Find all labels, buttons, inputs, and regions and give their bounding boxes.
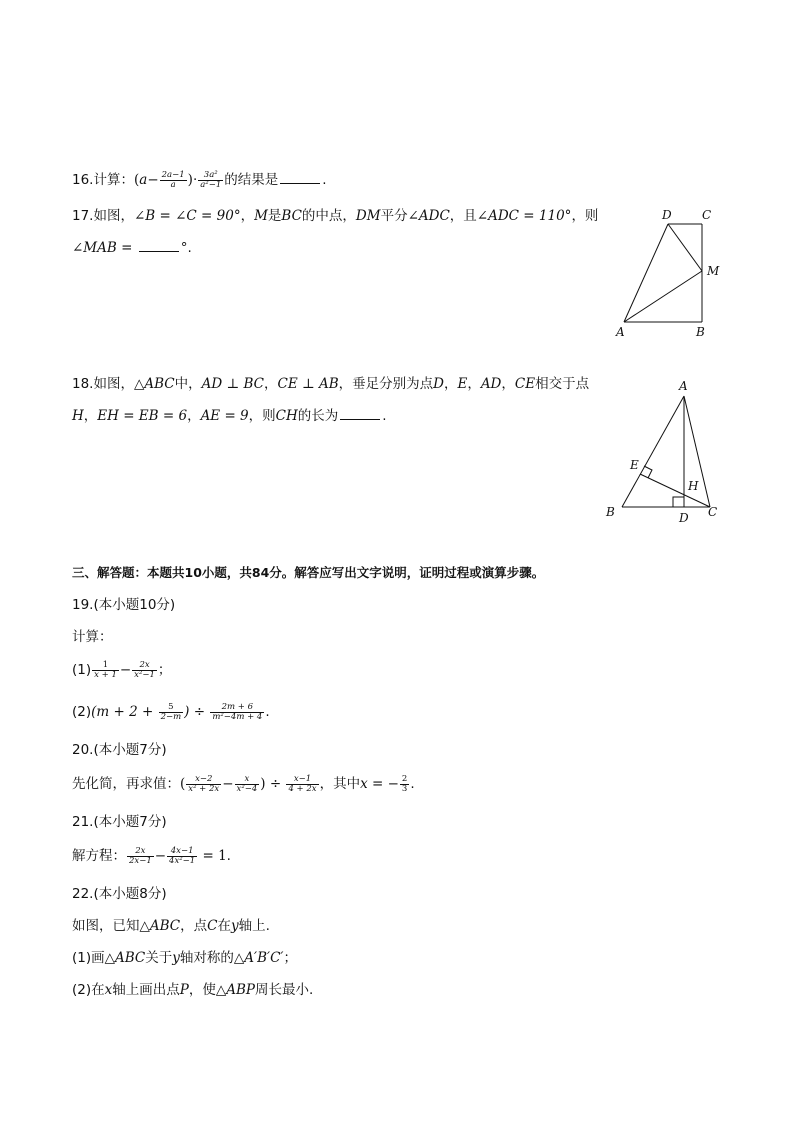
question-18-line-2: H，EH = EB = 6，AE = 9，则CH的长为 .	[72, 408, 387, 424]
question-20-header: 20.(本小题7分)	[72, 742, 167, 758]
fig18-label-H: H	[688, 479, 699, 493]
question-17-line-2: ∠MAB = °.	[72, 240, 192, 256]
fig18-label-C: C	[708, 505, 718, 519]
q16-fraction-1: $\frac{2a-1}{a}$	[161, 169, 185, 190]
fig17-label-D: D	[662, 208, 672, 222]
question-20-body: 先化简，再求值：( $\frac{x-2}{\text{x² + 2x}}$ − $\frac{x}{\text{x²−4}}$ ) ÷ $\frac{x-1}{4 + 2x}$ ，其中x = − $\frac{2}{3}$ .	[72, 773, 415, 794]
q16-prefix: 16.计算：	[72, 172, 134, 188]
fig17-label-B: B	[696, 325, 705, 339]
answer-blank[interactable]	[280, 171, 320, 184]
answer-blank[interactable]	[139, 239, 179, 252]
question-18-line-1: 18.如图，△ABC中，AD ⊥ BC，CE ⊥ AB，垂足分别为点D，E，AD，CE相交于点	[72, 376, 590, 392]
fig18-label-E: E	[630, 458, 639, 472]
fig17-label-C: C	[702, 208, 712, 222]
question-19-part-1: (1) $\frac{1}{x + 1}$ − $\frac{2x}{\text{x²−1}}$ ；	[72, 659, 172, 680]
question-21-body: 解方程： $\frac{2x}{2x-1}$ − $\frac{4x-1}{\text{4x²−1}}$ = 1.	[72, 845, 231, 866]
section-3-heading: 三、解答题：本题共10小题，共84分。解答应写出文字说明，证明过程或演算步骤。	[72, 565, 545, 580]
question-19-intro: 计算：	[72, 629, 113, 645]
question-19-part-2: (2)(m + 2 + $\frac{5}{2-m}$ ) ÷ $\frac{2m + 6}{\text{m²−4m + 4}}$ .	[72, 701, 270, 722]
question-19-header: 19.(本小题10分)	[72, 597, 176, 613]
question-17-line-1: 17.如图，∠B = ∠C = 90°，M是BC的中点，DM平分∠ADC，且∠ADC = 110°，则	[72, 208, 599, 224]
question-22-header: 22.(本小题8分)	[72, 886, 167, 902]
question-22-line-3: (2)在x轴上画出点P，使△ABP周长最小.	[72, 982, 314, 998]
figure-17	[610, 204, 730, 340]
question-22-line-2: (1)画△ABC关于y轴对称的△A′B′C′；	[72, 950, 297, 966]
fig18-label-B: B	[606, 505, 615, 519]
q16-fraction-2: $\frac{\text{3a²}}{\text{a²−1}}$	[200, 169, 222, 190]
question-21-header: 21.(本小题7分)	[72, 814, 167, 830]
fig18-label-A: A	[679, 379, 688, 393]
question-22-line-1: 如图，已知△ABC，点C在y轴上.	[72, 918, 270, 934]
fig17-label-A: A	[616, 325, 625, 339]
question-16: 16.计算：(a− $\frac{2a-1}{a}$ )· $\frac{\text{3a²}}{\text{a²−1}}$ 的结果是 .	[72, 169, 327, 190]
answer-blank[interactable]	[340, 407, 380, 420]
fig17-label-M: M	[707, 264, 720, 278]
fig18-label-D: D	[679, 511, 689, 525]
figure-18	[600, 374, 730, 530]
